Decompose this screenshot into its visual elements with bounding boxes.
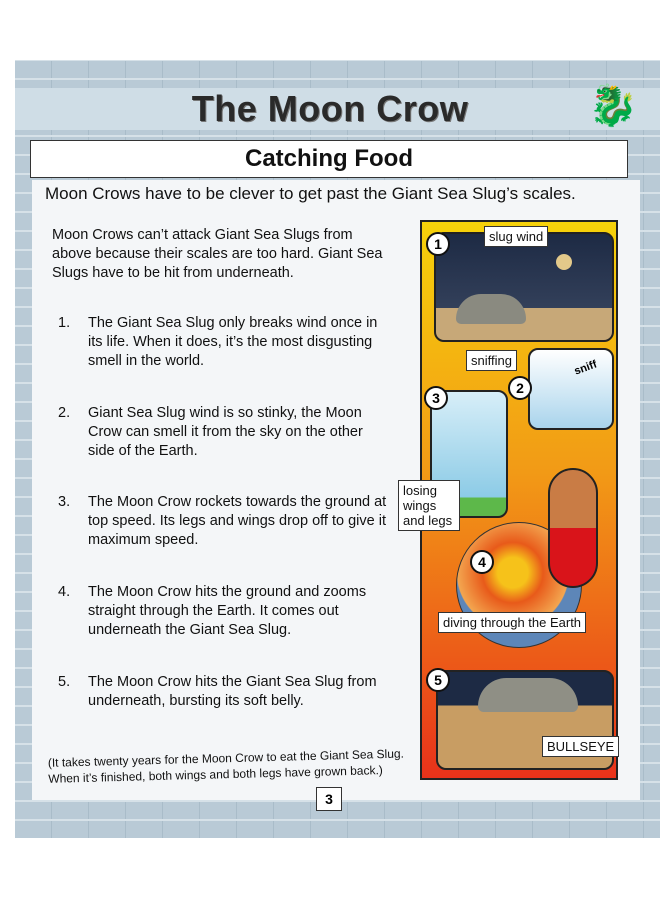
scene-sniffing [528, 348, 614, 430]
sniff-text: sniff [572, 358, 599, 378]
section-title: Catching Food [30, 140, 628, 178]
dragon-icon: 🐉 [588, 84, 638, 128]
slug-shape [456, 294, 526, 324]
caption-diving: diving through the Earth [438, 612, 586, 633]
step-badge: 1 [426, 232, 450, 256]
step-number: 1. [58, 315, 71, 331]
step-badge: 4 [470, 550, 494, 574]
caption-slug-wind: slug wind [484, 226, 548, 247]
step-number: 3. [58, 494, 71, 510]
intro-text: Moon Crows have to be clever to get past the Giant Sea Slug’s scales. [45, 184, 576, 203]
footnote: (It takes twenty years for the Moon Crow to eat the Giant Sea Slug. When it’s finished, both wings and both legs have grown back.) [47, 746, 405, 786]
step-text: The Moon Crow hits the Giant Sea Slug from underneath, bursting its soft belly. [88, 674, 377, 709]
scene-slug-wind [434, 232, 614, 342]
step-item [58, 493, 388, 550]
page-number: 3 [316, 787, 342, 811]
step-number: 2. [58, 405, 71, 421]
step-item [58, 673, 388, 711]
tunnel-closeup [548, 468, 598, 588]
step-badge: 3 [424, 386, 448, 410]
step-text: The Moon Crow hits the ground and zooms straight through the Earth. It comes out underneath the Giant Sea Slug. [88, 584, 367, 638]
step-text: Giant Sea Slug wind is so stinky, the Moon Crow can smell it from the sky on the other side of the Earth. [88, 405, 363, 459]
caption-losing-wings: losing wings and legs [398, 480, 460, 531]
step-item [58, 583, 388, 640]
illustration-panel [403, 220, 618, 780]
caption-bullseye: BULLSEYE [542, 736, 619, 757]
moon-shape [556, 254, 572, 270]
step-item [58, 314, 388, 371]
step-badge: 5 [426, 668, 450, 692]
body-paragraph: Moon Crows can’t attack Giant Sea Slugs from above because their scales are too hard. Giant Sea Slugs have to be hit from underneath. [52, 227, 383, 281]
slug-shape [478, 678, 578, 712]
step-item [58, 404, 388, 461]
step-number: 5. [58, 674, 71, 690]
step-badge: 2 [508, 376, 532, 400]
step-text: The Moon Crow rockets towards the ground at top speed. Its legs and wings drop off to give it maximum speed. [88, 494, 387, 548]
step-text: The Giant Sea Slug only breaks wind once in its life. When it does, it’s the most disgusting smell in the world. [88, 315, 378, 369]
step-number: 4. [58, 584, 71, 600]
caption-sniffing: sniffing [466, 350, 517, 371]
page-title: The Moon Crow [191, 88, 469, 129]
